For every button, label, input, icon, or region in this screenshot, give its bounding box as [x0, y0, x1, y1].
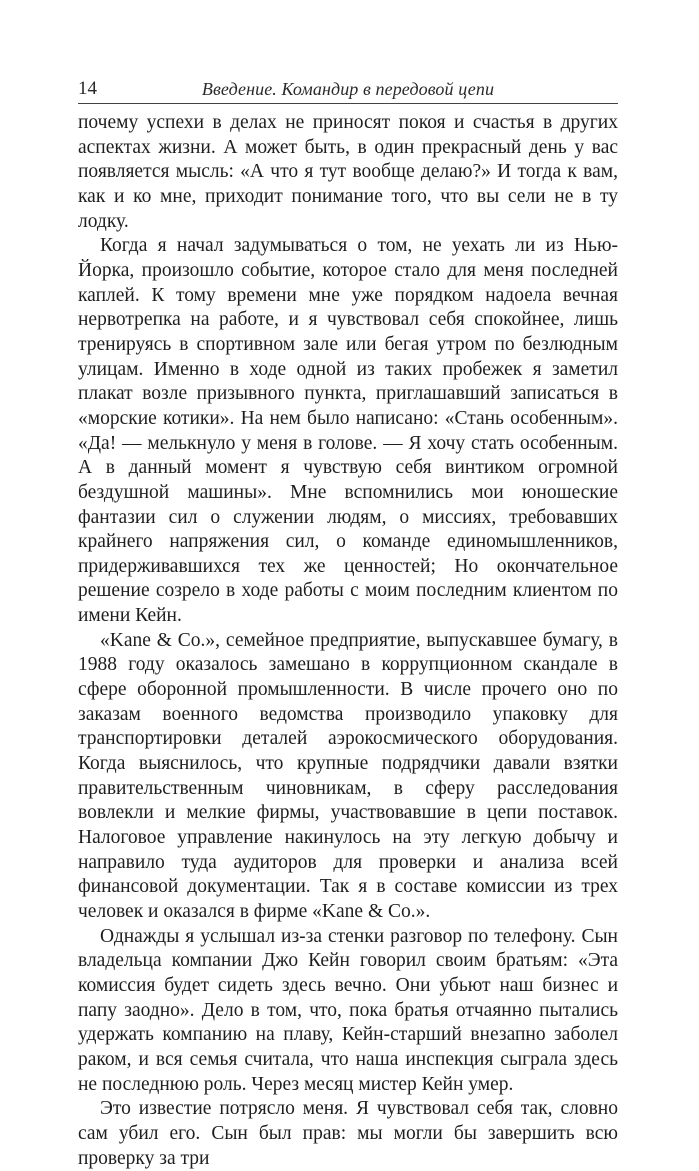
paragraph-news-shock: Это известие потрясло меня. Я чувствовал себя так, словно сам убил его. Сын был прав: мы могли бы завершить всю проверку за три — [78, 1098, 618, 1169]
page-number: 14 — [78, 78, 97, 99]
paragraph-phone-call: Однажды я услышал из-за стенки разговор по телефону. Сын владельца компании Джо Кейн говорил своим братьям: «Эта комиссия будет сидеть здесь вечно. Они убьют наш бизнес и папу заодно». Дело в том, что, пока братья отчаянно пытались удержать компанию на плаву, Кейн-старший внезапно заболел раком, и вся семья считала, что наша инспекция сыграла здесь не последнюю роль. Через месяц мистер Кейн умер. — [78, 925, 618, 1095]
body-text — [78, 111, 618, 1171]
header-rule — [78, 103, 618, 104]
paragraph-new-york: Когда я начал задумываться о том, не уехать ли из Нью-Йорка, произошло событие, которое стало для меня последней каплей. К тому времени мне уже порядком надоела вечная нервотрепка на работе, и я чувствовал себя спокойнее, лишь тренируясь в спортивном зале или бегая утром по безлюдным улицам. Именно в ходе одной из таких пробежек я заметил плакат возле призывного пункта, приглашавший записаться в «морские котики». На нем было написано: «Стань особенным». «Да! — мелькнуло у меня в голове. — Я хочу стать особенным. А в данный момент я чувствую себя винтиком огромной бездушной машины». Мне вспомнились мои юношеские фантазии сил о служении людям, о миссиях, требовавших крайнего напряжения сил, о команде единомышленников, придерживавшихся тех же ценностей; Но окончательное решение созрело в ходе работы с моим последним клиентом по имени Кейн. — [78, 235, 618, 627]
running-head — [78, 77, 618, 101]
paragraph-continuation: почему успехи в делах не приносят покоя и счастья в других аспектах жизни. А может быть, в один прекрасный день у вас появляется мысль: «А что я тут вообще делаю?» И тогда к вам, как и ко мне, приходит понимание того, что вы сели не в ту лодку. — [78, 112, 618, 232]
paragraph-kane-co: «Kane & Co.», семейное предприятие, выпускавшее бумагу, в 1988 году оказалось замешано в коррупционном скандале в сфере оборонной промышленности. В числе прочего оно по заказам военного ведомства производило упаковку для транспортировки деталей аэрокосмического оборудования. Когда выяснилось, что крупные подрядчики давали взятки правительственным чиновникам, в сферу расследования вовлекли и мелкие фирмы, участвовавшие в цепи поставок. Налоговое управление накинулось на эту легкую добычу и направило туда аудиторов для проверки и анализа всей финансовой документации. Так я в составе комиссии из трех человек и оказался в фирме «Kane & Co.». — [78, 629, 618, 922]
running-title: Введение. Командир в передовой цепи — [201, 79, 495, 99]
